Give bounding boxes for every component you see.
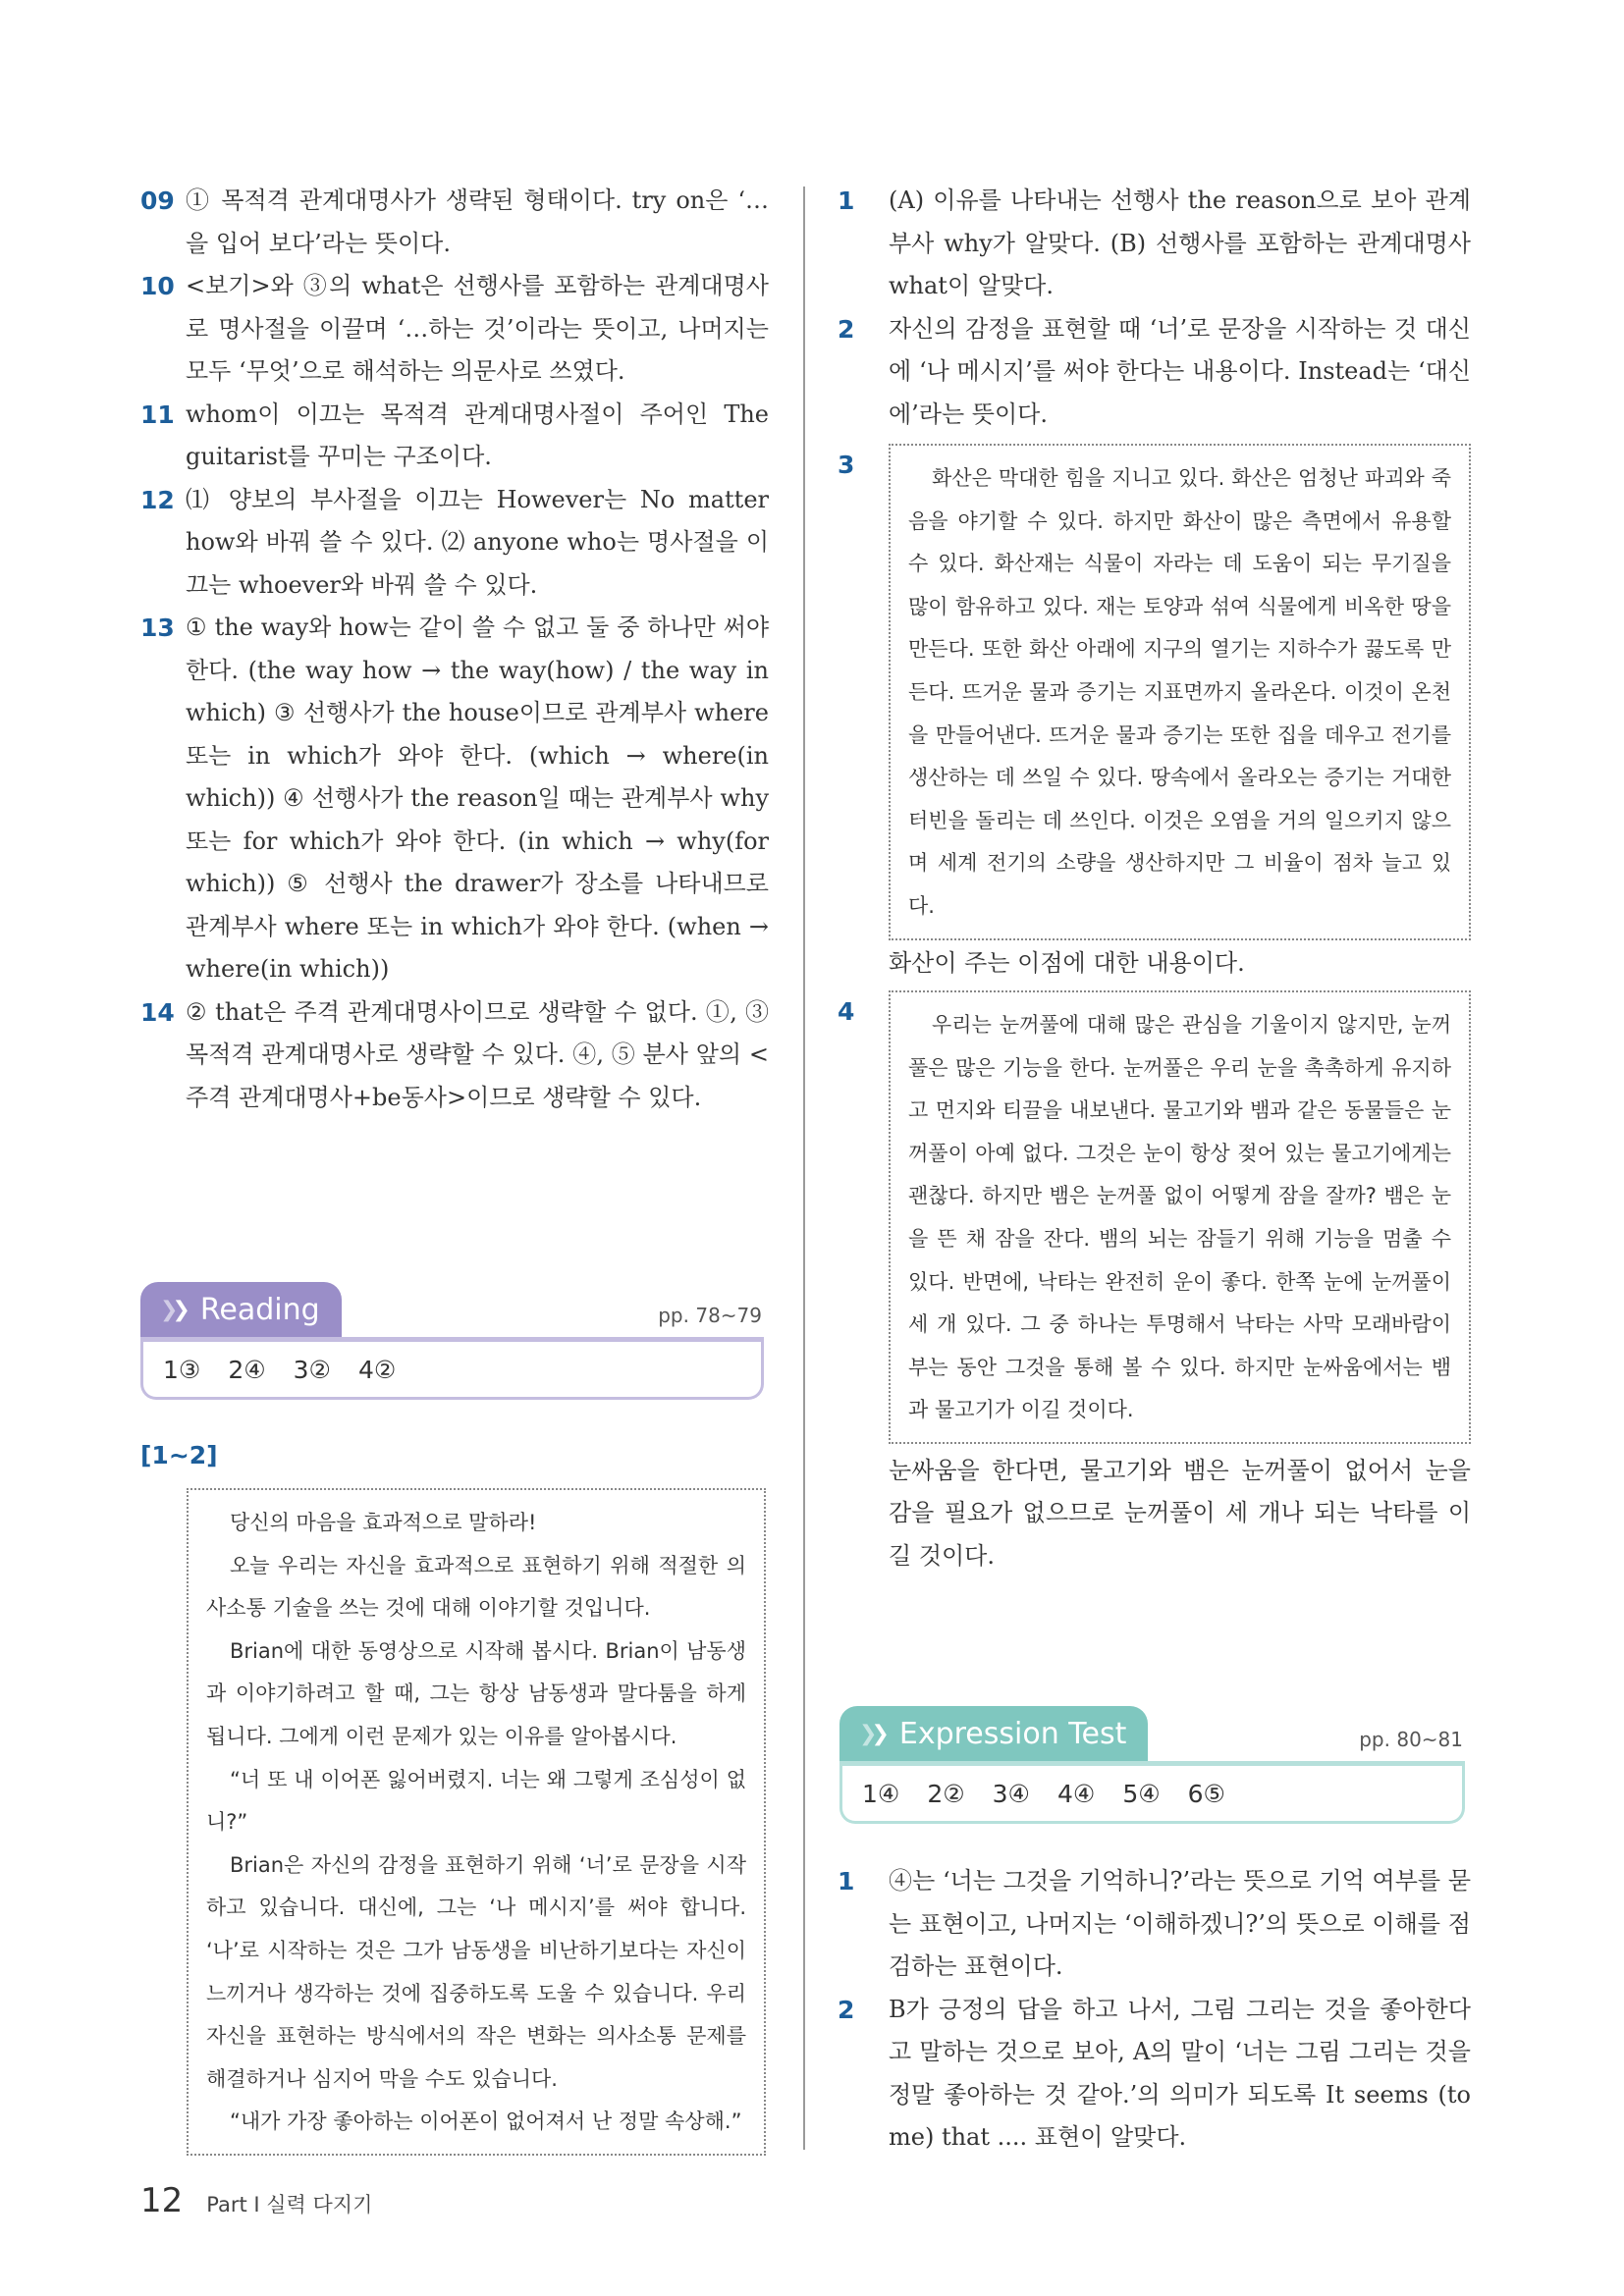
question-number: 11 bbox=[140, 400, 175, 429]
explanation-text: ① the way와 how는 같이 쓸 수 없고 둘 중 하나만 써야 한다. (the way how → the way(how) / the way in which) ③ 선행사가 the house이므로 관계부사 where 또는 in which가 와야 한다. (which → where(in which)) ④ 선행사가 the reason일 때는 관계부사 why 또는 for which가 와야 한다. (in which → why(for which)) ⑤ 선행사 the drawer가 장소를 나타내므로 관계부사 where 또는 in which가 와야 한다. (when → where(in which)) bbox=[186, 614, 769, 983]
question-number: 1 bbox=[838, 1867, 855, 1896]
section-title: Reading bbox=[199, 1292, 320, 1327]
section-title: Expression Test bbox=[898, 1716, 1127, 1751]
explanation-text: ① 목적격 관계대명사가 생략된 형태이다. try on은 ‘…을 입어 보다’라는 뜻이다. bbox=[186, 187, 769, 257]
left-column bbox=[140, 180, 769, 1119]
column-divider bbox=[803, 187, 805, 2150]
page-number: 12 bbox=[140, 2181, 184, 2220]
answer-explanation-2 bbox=[838, 308, 1471, 437]
question-number: 14 bbox=[140, 997, 175, 1027]
answer-explanation-14 bbox=[140, 991, 769, 1120]
explanation-text: B가 긍정의 답을 하고 나서, 그림 그리는 것을 좋아한다고 말하는 것으로 보아, A의 말이 ‘너는 그림 그리는 것을 정말 좋아하는 것 같아.’의 의미가 되도록 It seems (to me) that .... 표현이 알맞다. bbox=[889, 1995, 1471, 2151]
answer: 1③ bbox=[163, 1355, 201, 1384]
answer: 1④ bbox=[862, 1779, 900, 1808]
question-number: 12 bbox=[140, 485, 175, 514]
explanation-text: ② that은 주격 관계대명사이므로 생략할 수 없다. ①, ③ 목적격 관계대명사로 생략할 수 있다. ④, ⑤ 분사 앞의 <주격 관계대명사+be동사>이므로 생략할 수 있다. bbox=[186, 997, 769, 1111]
answer-explanation-2 bbox=[838, 1989, 1471, 2160]
reading-tab bbox=[140, 1282, 342, 1337]
passage-paragraph: Brian은 자신의 감정을 표현하기 위해 ‘너’로 문장을 시작하고 있습니다. 대신에, 그는 ‘나 메시지’를 써야 합니다. ‘나’로 시작하는 것은 그가 남동생을 비난하기보다는 자신이 느끼거나 생각하는 것에 집중하도록 도울 수 있습니다. 우리 자신을 표현하는 방식에서의 작은 변화는 의사소통 문제를 해결하거나 심지어 막을 수도 있습니다. bbox=[206, 1852, 746, 2091]
explanation-text: 화산이 주는 이점에 대한 내용이다. bbox=[889, 948, 1245, 977]
answer-explanation-1 bbox=[838, 180, 1471, 308]
explanation-text: (A) 이유를 나타내는 선행사 the reason으로 보아 관계부사 why가 알맞다. (B) 선행사를 포함하는 관계대명사 what이 알맞다. bbox=[889, 187, 1471, 299]
answer: 3② bbox=[293, 1355, 331, 1384]
right-column bbox=[838, 180, 1471, 1577]
explanation-text: whom이 이끄는 목적격 관계대명사절이 주어인 The guitarist를 꾸미는 구조이다. bbox=[186, 400, 769, 470]
answer-explanation-09 bbox=[140, 180, 769, 265]
answer-explanation-4 bbox=[838, 990, 1471, 1444]
passage-paragraph: “너 또 내 이어폰 잃어버렸지. 너는 왜 그렇게 조심성이 없니?” bbox=[206, 1767, 746, 1835]
answer: 4④ bbox=[1056, 1779, 1096, 1808]
answer-explanation-11 bbox=[140, 394, 769, 479]
explanation-text: ⑴ 양보의 부사절을 이끄는 However는 No matter how와 바꿔 쓸 수 있다. ⑵ anyone who는 명사절을 이끄는 whoever와 바꿔 쓸 수 있다. bbox=[186, 485, 769, 599]
reading-passage-box bbox=[187, 1488, 766, 2156]
reading-section bbox=[140, 1282, 764, 1404]
passage-paragraph: 오늘 우리는 자신을 효과적으로 표현하기 위해 적절한 의사소통 기술을 쓰는 것에 대해 이야기할 것입니다. bbox=[206, 1553, 746, 1621]
question-number: 2 bbox=[838, 314, 855, 344]
expression-test-section bbox=[839, 1706, 1465, 1828]
question-number: 3 bbox=[838, 451, 855, 479]
range-label: [1~2] bbox=[140, 1441, 218, 1469]
question-number: 10 bbox=[140, 272, 175, 300]
answer: 4② bbox=[357, 1355, 397, 1384]
expression-explanations bbox=[838, 1860, 1471, 2160]
explanation-text: 눈싸움을 한다면, 물고기와 뱀은 눈꺼풀이 없어서 눈을 감을 필요가 없으므로 눈꺼풀이 세 개나 되는 낙타를 이길 것이다. bbox=[889, 1456, 1471, 1570]
answer-explanation-1 bbox=[838, 1860, 1471, 1989]
answer: 2② bbox=[927, 1779, 965, 1808]
answer: 6⑤ bbox=[1187, 1779, 1225, 1808]
answer: 3④ bbox=[992, 1779, 1030, 1808]
passage-paragraph: 우리는 눈꺼풀에 대해 많은 관심을 기울이지 않지만, 눈꺼풀은 많은 기능을 한다. 눈꺼풀은 우리 눈을 촉촉하게 유지하고 먼지와 티끌을 내보낸다. 물고기와 뱀과 같은 동물들은 눈꺼풀이 아예 없다. 그것은 눈이 항상 젖어 있는 물고기에게는 괜찮다. 하지만 뱀은 눈꺼풀 없이 어떻게 잠을 잘까? 뱀은 눈을 뜬 채 잠을 잔다. 뱀의 뇌는 잠들기 위해 기능을 멈출 수 있다. 반면에, 낙타는 완전히 운이 좋다. 한쪽 눈에 눈꺼풀이 세 개 있다. 그 중 하나는 투명해서 낙타는 사막 모래바람이 부는 동안 그것을 통해 볼 수 있다. 하지만 눈싸움에서는 뱀과 물고기가 이길 것이다. bbox=[908, 1013, 1451, 1422]
expression-test-tab bbox=[839, 1706, 1148, 1761]
page-footer bbox=[140, 2181, 372, 2220]
question-number: 2 bbox=[838, 1995, 855, 2024]
passage-paragraph: 당신의 마음을 효과적으로 말하라! bbox=[230, 1511, 537, 1534]
explanation-text: ④는 ‘너는 그것을 기억하니?’라는 뜻으로 기억 여부를 묻는 표현이고, 나머지는 ‘이해하겠니?’의 뜻으로 이해를 점검하는 표현이다. bbox=[889, 1867, 1471, 1980]
explanation-text: <보기>와 ③의 what은 선행사를 포함하는 관계대명사로 명사절을 이끌며 ‘…하는 것’이라는 뜻이고, 나머지는 모두 ‘무엇’으로 해석하는 의문사로 쓰였다. bbox=[186, 272, 769, 385]
answer-explanation-10 bbox=[140, 265, 769, 394]
page-range: pp. 78~79 bbox=[658, 1304, 762, 1327]
answer: 2④ bbox=[228, 1355, 266, 1384]
explanation-text: 자신의 감정을 표현할 때 ‘너’로 문장을 시작하는 것 대신에 ‘나 메시지’를 써야 한다는 내용이다. Instead는 ‘대신에’라는 뜻이다. bbox=[889, 314, 1471, 428]
part-label: Part Ⅰ 실력 다지기 bbox=[206, 2193, 373, 2216]
translation-passage-box bbox=[889, 990, 1471, 1444]
answer-key-box bbox=[140, 1337, 764, 1400]
question-number: 4 bbox=[838, 997, 855, 1027]
translation-passage-box bbox=[889, 444, 1471, 940]
passage-paragraph: “내가 가장 좋아하는 이어폰이 없어져서 난 정말 속상해.” bbox=[230, 2109, 742, 2134]
passage-paragraph: 화산은 막대한 힘을 지니고 있다. 화산은 엄청난 파괴와 죽음을 야기할 수 있다. 하지만 화산이 많은 측면에서 유용할 수 있다. 화산재는 식물이 자라는 데 도움이 되는 무기질을 많이 함유하고 있다. 재는 토양과 섞여 식물에게 비옥한 땅을 만든다. 또한 화산 아래에 지구의 열기는 지하수가 끓도록 만든다. 뜨거운 물과 증기는 지표면까지 올라온다. 이것이 온천을 만들어낸다. 뜨거운 물과 증기는 또한 집을 데우고 전기를 생산하는 데 쓰일 수 있다. 땅속에서 올라오는 증기는 거대한 터빈을 돌리는 데 쓰인다. 이것은 오염을 거의 일으키지 않으며 세계 전기의 소량을 생산하지만 그 비율이 점차 늘고 있다. bbox=[908, 466, 1451, 918]
double-chevron-icon: ❯❯ bbox=[859, 1721, 884, 1746]
answer-explanation-13 bbox=[140, 607, 769, 991]
question-number: 09 bbox=[140, 187, 175, 215]
question-number: 13 bbox=[140, 614, 175, 642]
answer-key-box bbox=[839, 1761, 1465, 1824]
answer-explanation-3 bbox=[838, 444, 1471, 940]
passage-paragraph: Brian에 대한 동영상으로 시작해 봅시다. Brian이 남동생과 이야기하려고 할 때, 그는 항상 남동생과 말다툼을 하게 됩니다. 그에게 이런 문제가 있는 이유를 알아봅시다. bbox=[206, 1638, 746, 1748]
page-range: pp. 80~81 bbox=[1359, 1728, 1463, 1751]
question-number: 1 bbox=[838, 187, 855, 215]
answer: 5④ bbox=[1122, 1779, 1161, 1808]
double-chevron-icon: ❯❯ bbox=[160, 1297, 185, 1322]
answer-explanation-12 bbox=[140, 479, 769, 608]
